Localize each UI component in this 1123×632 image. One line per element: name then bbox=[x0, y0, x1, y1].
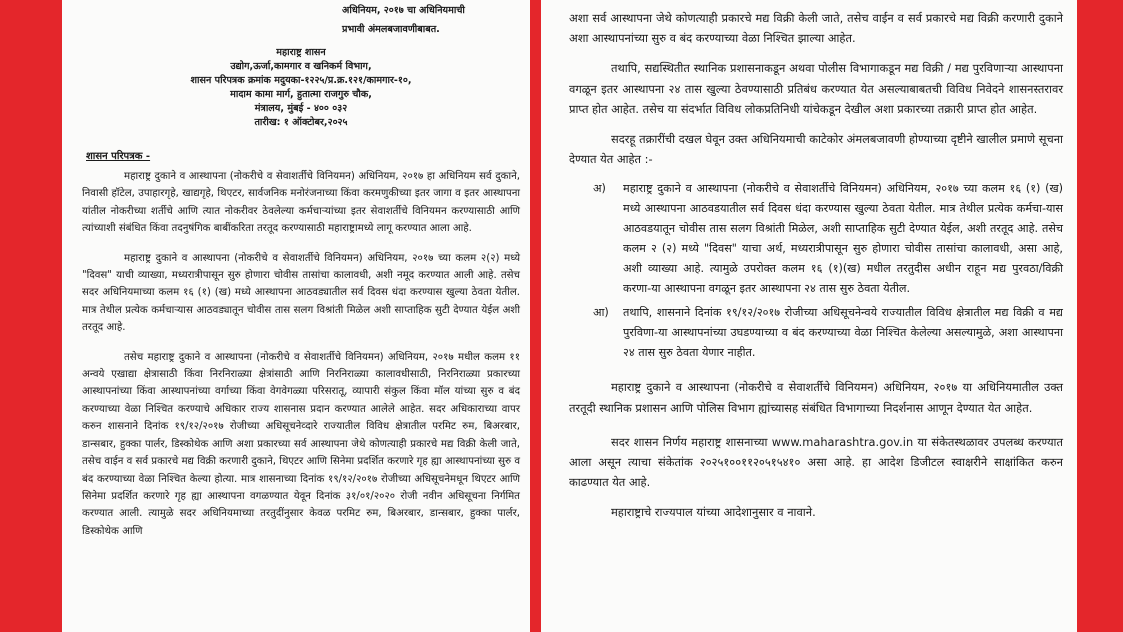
right-paragraph-5: सदर शासन निर्णय महाराष्ट्र शासनाच्या www.maharashtra.gov.in या संकेतस्थळावर उपलब्ध करण्यात आला असून त्याचा संकेतांक २०२५१००११२०५१५४१० असा आहे. हा आदेश डिजीटल स्वाक्षरीने साक्षांकित करुन काढण्यात येत आहे. bbox=[569, 434, 1063, 490]
clause-a-marker: अ) bbox=[593, 182, 606, 196]
left-document-page bbox=[62, 0, 530, 632]
right-paragraph-1: अशा सर्व आस्थापना जेथे कोणत्याही प्रकारचे मद्य विक्री केली जाते, तसेच वाईन व सर्व प्रकारचे मद्य विक्री करणारी दुकाने अशा आस्थापनांच्या सुरु व बंद करण्याच्या वेळा निश्चित झाल्या आहेत. bbox=[569, 11, 1063, 46]
clause-aa-text: तथापि, शासनाने दिनांक १९/१२/२०१७ रोजीच्या अधिसूचनेन्वये राज्यातील विविध क्षेत्रातील मद्य विक्री व मद्य पुरविणा-या आस्थापनांच्या उघडण्याच्या व बंद करण्याच्या वेळा निश्चित केलेल्या असल्यामुळे, अशा आस्थापना २४ तास सुरु ठेवता येणार नाहीत. bbox=[623, 306, 1063, 360]
left-paragraph-2: महाराष्ट्र दुकाने व आस्थापना (नोकरीचे व सेवाशर्तीचे विनियमन) अधिनियम, २०१७ च्या कलम २(२) मध्ये "दिवस" याची व्याख्या, मध्यरात्रीपासून सुरु होणारा चोवीस तासांचा कालावधी, अशी नमूद करण्यात आली आहे. तसेच सदर अधिनियमाच्या कलम १६ (१) (ख) मध्ये आस्थापना आठवड्यातील सर्व दिवस धंदा करण्यास खुल्या ठेवता येतील. मात्र तेथील प्रत्येक कर्मचाऱ्यास आठवड्यातून चोवीस तास सलग विश्रांती मिळेल अशी साप्ताहिक सुटी देण्यात येईल अशी तरतूद आहे. bbox=[82, 252, 520, 334]
circular-heading: शासन परिपत्रक - bbox=[86, 151, 151, 162]
right-paragraph-3: सदरहू तक्रारींची दखल घेवून उक्त अधिनियमाची काटेकोर अंमलबजावणी होण्याच्या दृष्टीने खालील प्रमाणे सूचना देण्यात येत आहेत :- bbox=[569, 132, 1063, 167]
left-paragraph-1: महाराष्ट्र दुकाने व आस्थापना (नोकरीचे व सेवाशर्तीचे विनियमन) अधिनियम, २०१७ हा अधिनियम सर्व दुकाने, निवासी हॉटेल, उपाहारगृहे, खाद्यगृहे, थिएटर, सार्वजनिक मनोरंजनाच्या किंवा करमणुकीच्या इतर जागा व इतर आस्थापना यांतील नोकरीच्या शर्तीचे आणि त्यात नोकरीवर ठेवलेल्या कर्मचाऱ्यांच्या इतर सेवाशर्तीचे विनियमन करण्यासाठी आणि त्यांच्याशी संबंधित किंवा तदनुषंगिक बाबींकरिता तरतूद करण्यासाठी महाराष्ट्रामध्ये लागू करण्यात आला आहे. bbox=[82, 171, 520, 235]
office-line-date: तारीख: १ ऑक्टोबर,२०२५ bbox=[254, 117, 348, 128]
clause-a-text: महाराष्ट्र दुकाने व आस्थापना (नोकरीचे व सेवाशर्तीचे विनियमन) अधिनियम, २०१७ च्या कलम १६ (१) (ख) मध्ये आस्थापना आठवडयातील सर्व दिवस धंदा करण्यास खुल्या ठेवता येतील. मात्र तेथील प्रत्येक कर्मचा-यास आठवडयातून चोवीस तास सलग विश्रांती मिळेल, अशी साप्ताहिक सुटी देण्यात येईल, अशी तरतूद आहे. तसेच कलम २ (२) मध्ये "दिवस" याचा अर्थ, मध्यरात्रीपासून सुरु होणारा चोवीस तासांचा कालावधी, असा आहे, अशी व्याख्या आहे. त्यामुळे उपरोक्त कलम १६ (१)(ख) मधील तरतुदीस अधीन राहून मद्य पुरवठा/विक्री करणा-या आस्थापना वगळून इतर आस्थापना २४ तास सुरु ठेवता येतील. bbox=[623, 182, 1063, 296]
subject-line-1: अधिनियम, २०१७ चा अधिनियमाची bbox=[342, 5, 465, 16]
subject-line-2: प्रभावी अंमलबजावणीबाबत. bbox=[342, 24, 440, 35]
governor-order-line: महाराष्ट्राचे राज्यपाल यांच्या आदेशानुसार व नावाने. bbox=[611, 505, 816, 520]
right-paragraph-4: महाराष्ट्र दुकाने व आस्थापना (नोकरीचे व सेवाशर्तीचे विनियमन) अधिनियम, २०१७ या अधिनियमातील उक्त तरतूदी स्थानिक प्रशासन आणि पोलिस विभाग ह्यांच्यासह संबंधित विभागाच्या निदर्शनास आणून देण्यात येत आहेत. bbox=[569, 380, 1063, 415]
office-line-circular-no: शासन परिपत्रक क्रमांक मदुयका-१२२५/प्र.क्र.१२१/कामगार-१०, bbox=[190, 75, 412, 86]
clause-aa-marker: आ) bbox=[593, 306, 609, 320]
left-paragraph-3: तसेच महाराष्ट्र दुकाने व आस्थापना (नोकरीचे व सेवाशर्तीचे विनियमन) अधिनियम, २०१७ मधील कलम ११ अन्वये एखाद्या क्षेत्रासाठी किंवा निरनिराळ्या क्षेत्रांसाठी आणि निरनिराळ्या कालावधीसाठी, निरनिराळ्या प्रकारच्या आस्थापनांच्या किंवा आस्थापनांच्या वर्गाच्या किंवा वेगवेगळ्या परिसरातू, व्यापारी संकुल किंवा मॉल यांच्या सुरु व बंद करण्याच्या वेळा निश्चित करण्याचे अधिकार राज्य शासनास प्रदान करण्यात आलेले आहेत. सदर अधिकाराच्या वापर करुन शासनाने दिनांक १९/१२/२०१७ रोजीच्या अधिसूचनेव्दारे राज्यातील विविध क्षेत्रातील परमिट रुम, बिअरबार, डान्सबार, हुक्का पार्लर, डिस्कोथेक आणि अशा प्रकारच्या सर्व आस्थापना जेथे कोणत्याही प्रकारचे मद्य विक्री केली जाते, तसेच वाईन व सर्व प्रकारचे मद्य विक्री करणारी दुकाने, थिएटर आणि सिनेमा प्रदर्शित करणारे गृह ह्या आस्थापनांच्या सुरु व बंद करण्याच्या वेळा निश्चित केल्या होत्या. मात्र शासनाच्या दिनांक १९/१२/२०१७ रोजीच्या अधिसूचनेमधून थिएटर आणि सिनेमा प्रदर्शित करणारे गृह ह्या आस्थापना वगळण्यात येवून दिनांक ३१/०१/२०२० रोजी नवीन अधिसूचना निर्गमित करण्यात आली. त्यामुळे सदर अधिनियमाच्या तरतुदींनुसार केवळ परमिट रुम, बिअरबार, डान्सबार, हुक्का पार्लर, डिस्कोथेक आणि bbox=[82, 351, 520, 537]
instruction-clauses bbox=[593, 179, 1063, 363]
office-line-city: मंत्रालय, मुंबई - ४०० ०३२ bbox=[254, 103, 348, 114]
office-line-govt: महाराष्ट्र शासन bbox=[276, 47, 326, 58]
clause-a bbox=[593, 179, 1063, 299]
office-line-street: मादाम कामा मार्ग, हुतात्मा राजगुरु चौक, bbox=[230, 89, 372, 100]
right-paragraph-2: तथापि, सद्यस्थितीत स्थानिक प्रशासनाकडून अथवा पोलीस विभागाकडून मद्य विक्री / मद्य पुरविणाऱ्या आस्थापना वगळून इतर आस्थापना २४ तास खुल्या ठेवण्यासाठी प्रतिबंध करण्यात येत असल्याबाबतची विविध निवेदने शासनस्तरावर प्राप्त होत आहेत. तसेच या संदर्भात विविध लोकप्रतिनिधी यांचेकडून देखील अशा प्रकारच्या तक्रारी प्राप्त होत आहेत. bbox=[569, 61, 1063, 116]
right-document-page bbox=[541, 0, 1077, 632]
subject-header bbox=[342, 4, 520, 36]
office-line-department: उद्योग,ऊर्जा,कामगार व खनिकर्म विभाग, bbox=[230, 61, 372, 72]
office-address-block bbox=[82, 46, 520, 130]
clause-aa bbox=[593, 303, 1063, 363]
